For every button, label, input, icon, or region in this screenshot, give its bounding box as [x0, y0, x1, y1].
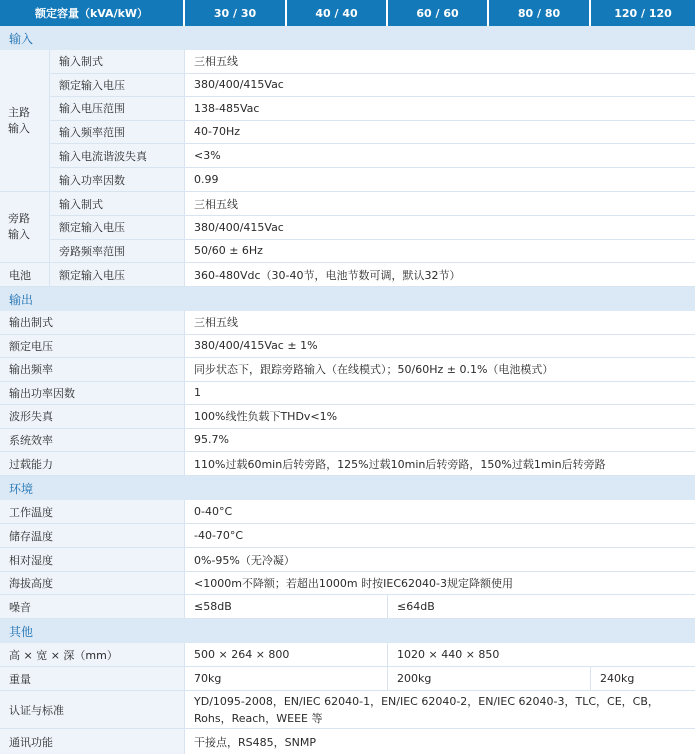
output-row-value: 三相五线	[185, 311, 695, 335]
input-row-label: 输入频率范围	[50, 121, 185, 145]
section-environment: 环境	[0, 476, 695, 500]
comm-value: 干接点，RS485，SNMP	[185, 729, 695, 754]
env-row-value: 0%-95%（无冷凝）	[185, 548, 695, 572]
output-row-label: 系统效率	[0, 429, 185, 453]
header-col-80: 80 / 80	[489, 0, 591, 26]
input-row-value: 380/400/415Vac	[185, 216, 695, 240]
input-row-label: 输入电压范围	[50, 97, 185, 121]
output-row-value: 同步状态下，跟踪旁路输入（在线模式）；50/60Hz ± 0.1%（电池模式）	[185, 358, 695, 382]
env-row-value: -40-70°C	[185, 524, 695, 548]
output-row-value: 110%过载60min后转旁路，125%过载10min后转旁路，150%过载1min后转旁路	[185, 452, 695, 476]
input-row-value: 50/60 ± 6Hz	[185, 240, 695, 264]
input-row-label: 旁路频率范围	[50, 240, 185, 264]
env-row-label: 海拔高度	[0, 572, 185, 595]
output-row-label: 波形失真	[0, 405, 185, 429]
comm-label: 通讯功能	[0, 729, 185, 754]
noise-value-small: ≤58dB	[185, 595, 388, 619]
cert-label: 认证与标准	[0, 691, 185, 729]
dims-label: 高 × 宽 × 深（mm）	[0, 643, 185, 667]
header-col-120: 120 / 120	[591, 0, 695, 26]
input-row-value: <3%	[185, 144, 695, 168]
input-row-label: 额定输入电压	[50, 216, 185, 240]
input-row-value: 380/400/415Vac	[185, 74, 695, 98]
input-row-label: 输入制式	[50, 50, 185, 74]
input-row-label: 输入电流谐波失真	[50, 144, 185, 168]
env-row-value: <1000m不降额；若超出1000m 时按IEC62040-3规定降额使用	[185, 572, 695, 595]
env-row-label: 储存温度	[0, 524, 185, 548]
header-col-40: 40 / 40	[287, 0, 388, 26]
group-main-input	[0, 50, 50, 192]
weight-value-120: 240kg	[591, 667, 695, 691]
output-row-label: 额定电压	[0, 335, 185, 359]
noise-value-large: ≤64dB	[388, 595, 695, 619]
header-col-30: 30 / 30	[185, 0, 287, 26]
output-row-label: 输出功率因数	[0, 382, 185, 406]
env-row-label: 噪音	[0, 595, 185, 619]
section-output: 输出	[0, 287, 695, 311]
input-row-value: 40-70Hz	[185, 121, 695, 145]
output-row-value: 95.7%	[185, 429, 695, 453]
input-row-label: 输入功率因数	[50, 168, 185, 192]
output-row-value: 100%线性负载下THDv<1%	[185, 405, 695, 429]
output-row-value: 1	[185, 382, 695, 406]
group-main-input-label: 主路输入	[8, 105, 30, 135]
weight-label: 重量	[0, 667, 185, 691]
weight-value-60-80: 200kg	[388, 667, 591, 691]
dims-value-small: 500 × 264 × 800	[185, 643, 388, 667]
output-row-value: 380/400/415Vac ± 1%	[185, 335, 695, 359]
group-bypass-input	[0, 192, 50, 263]
input-row-value: 0.99	[185, 168, 695, 192]
input-row-value: 三相五线	[185, 50, 695, 74]
input-row-label: 额定输入电压	[50, 263, 185, 287]
input-row-label: 输入制式	[50, 192, 185, 216]
section-input: 输入	[0, 26, 695, 50]
input-row-value: 138-485Vac	[185, 97, 695, 121]
output-row-label: 过载能力	[0, 452, 185, 476]
input-row-label: 额定输入电压	[50, 74, 185, 98]
group-battery: 电池	[0, 263, 50, 287]
group-bypass-input-label: 旁路输入	[8, 212, 30, 241]
env-row-label: 工作温度	[0, 500, 185, 524]
header-col-60: 60 / 60	[388, 0, 489, 26]
input-row-value: 360-480Vdc（30-40节，电池节数可调，默认32节）	[185, 263, 695, 287]
env-row-value: 0-40°C	[185, 500, 695, 524]
section-other: 其他	[0, 619, 695, 643]
cert-value: YD/1095-2008，EN/IEC 62040-1，EN/IEC 62040-2，EN/IEC 62040-3，TLC，CE，CB，Rohs，Reach，WEEE 等	[185, 691, 695, 729]
output-row-label: 输出制式	[0, 311, 185, 335]
output-row-label: 输出频率	[0, 358, 185, 382]
weight-value-30-40: 70kg	[185, 667, 388, 691]
header-capacity: 额定容量（kVA/kW）	[0, 0, 185, 26]
dims-value-large: 1020 × 440 × 850	[388, 643, 695, 667]
env-row-label: 相对湿度	[0, 548, 185, 572]
input-row-value: 三相五线	[185, 192, 695, 216]
